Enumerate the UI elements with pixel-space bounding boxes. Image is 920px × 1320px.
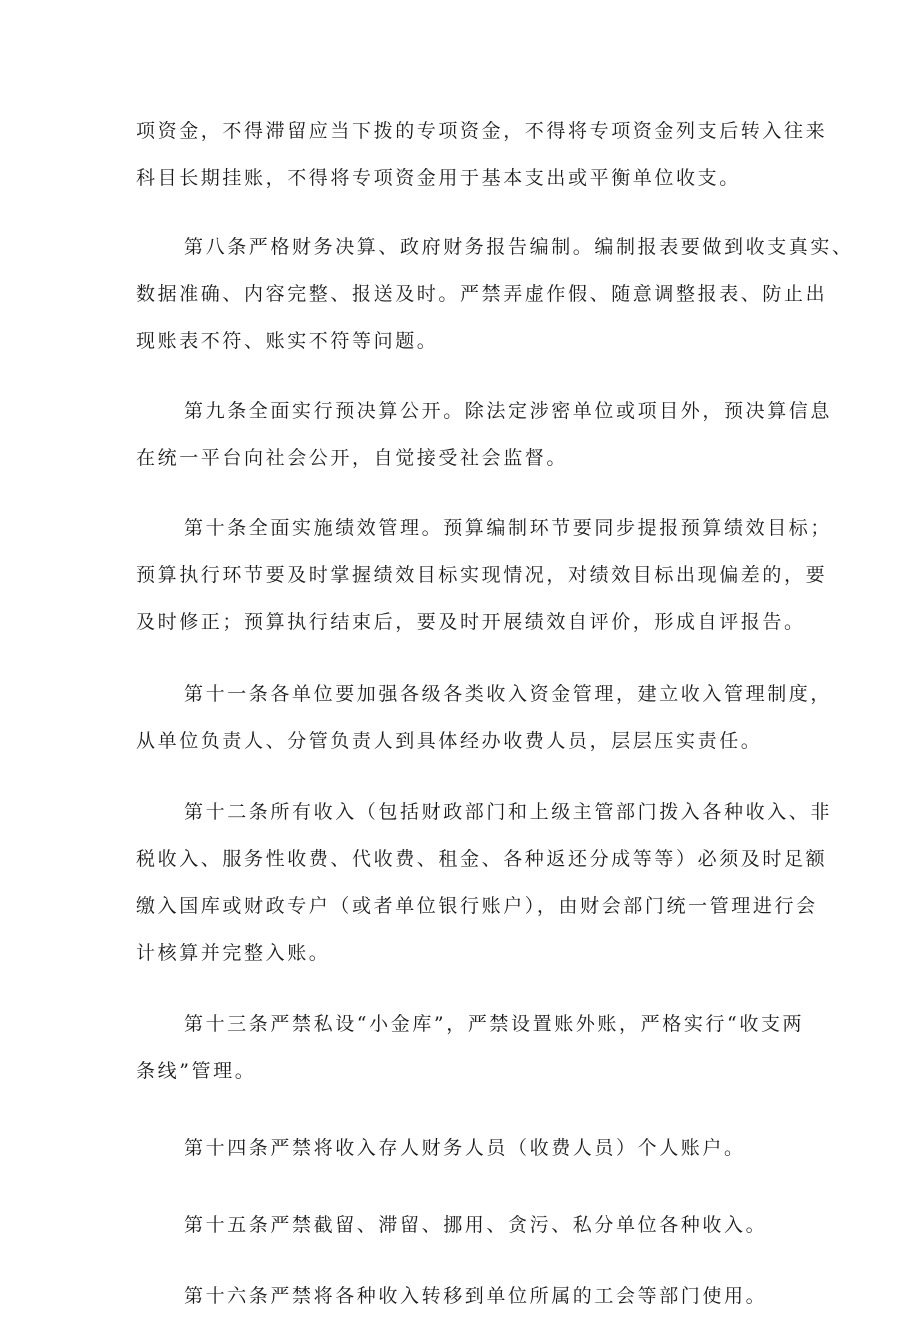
text-line: 预算执行环节要及时掌握绩效目标实现情况，对绩效目标出现偏差的，要: [136, 564, 828, 586]
text-line: 第九条全面实行预决算公开。除法定涉密单位或项目外，预决算信息: [184, 400, 833, 422]
document-body: [136, 108, 854, 1320]
article-8: [136, 224, 854, 365]
text-line: 计核算并完整入账。: [136, 942, 331, 964]
article-14: [136, 1125, 796, 1172]
article-9: [136, 388, 833, 482]
text-line: 第十一条各单位要加强各级各类收入资金管理，建立收入管理制度，: [184, 683, 833, 705]
text-line: 第八条严格财务决算、政府财务报告编制。编制报表要做到收支真实、: [184, 236, 854, 258]
article-10: [136, 505, 833, 646]
text-line: 科目长期挂账，不得将专项资金用于基本支出或平衡单位收支。: [136, 167, 741, 189]
text-line: 第十四条严禁将收入存人财务人员（收费人员）个人账户。: [184, 1137, 746, 1159]
text-line: 税收入、服务性收费、代收费、租金、各种返还分成等等）必须及时足额: [136, 848, 828, 870]
article-13: [136, 1001, 805, 1095]
text-line: 现账表不符、账实不符等问题。: [136, 330, 439, 352]
article-15: [136, 1202, 796, 1249]
text-line: 在统一平台向社会公开，自觉接受社会监督。: [136, 447, 569, 469]
text-line: 及时修正；预算执行结束后，要及时开展绩效自评价，形成自评报告。: [136, 611, 806, 633]
text-line: 数据准确、内容完整、报送及时。严禁弄虚作假、随意调整报表、防止出: [136, 283, 828, 305]
text-line: 第十六条严禁将各种收入转移到单位所属的工会等部门使用。: [184, 1285, 768, 1307]
text-line: 第十三条严禁私设“小金库”，严禁设置账外账，严格实行“收支两: [184, 1013, 805, 1035]
text-line: 条线”管理。: [136, 1060, 257, 1082]
article-12: [136, 789, 833, 977]
text-line: 从单位负责人、分管负责人到具体经办收费人员，层层压实责任。: [136, 730, 763, 752]
text-line: 缴入国库或财政专户（或者单位银行账户），由财会部门统一管理进行会: [136, 895, 818, 917]
text-line: 项资金，不得滞留应当下拨的专项资金，不得将专项资金列支后转入往来: [136, 120, 828, 142]
text-line: 第十条全面实施绩效管理。预算编制环节要同步提报预算绩效目标；: [184, 517, 833, 539]
article-16: [136, 1273, 796, 1320]
paragraph-continued: [136, 108, 828, 202]
text-line: 第十二条所有收入（包括财政部门和上级主管部门拨入各种收入、非: [184, 801, 833, 823]
text-line: 第十五条严禁截留、滞留、挪用、贪污、私分单位各种收入。: [184, 1214, 768, 1236]
article-11: [136, 671, 833, 765]
